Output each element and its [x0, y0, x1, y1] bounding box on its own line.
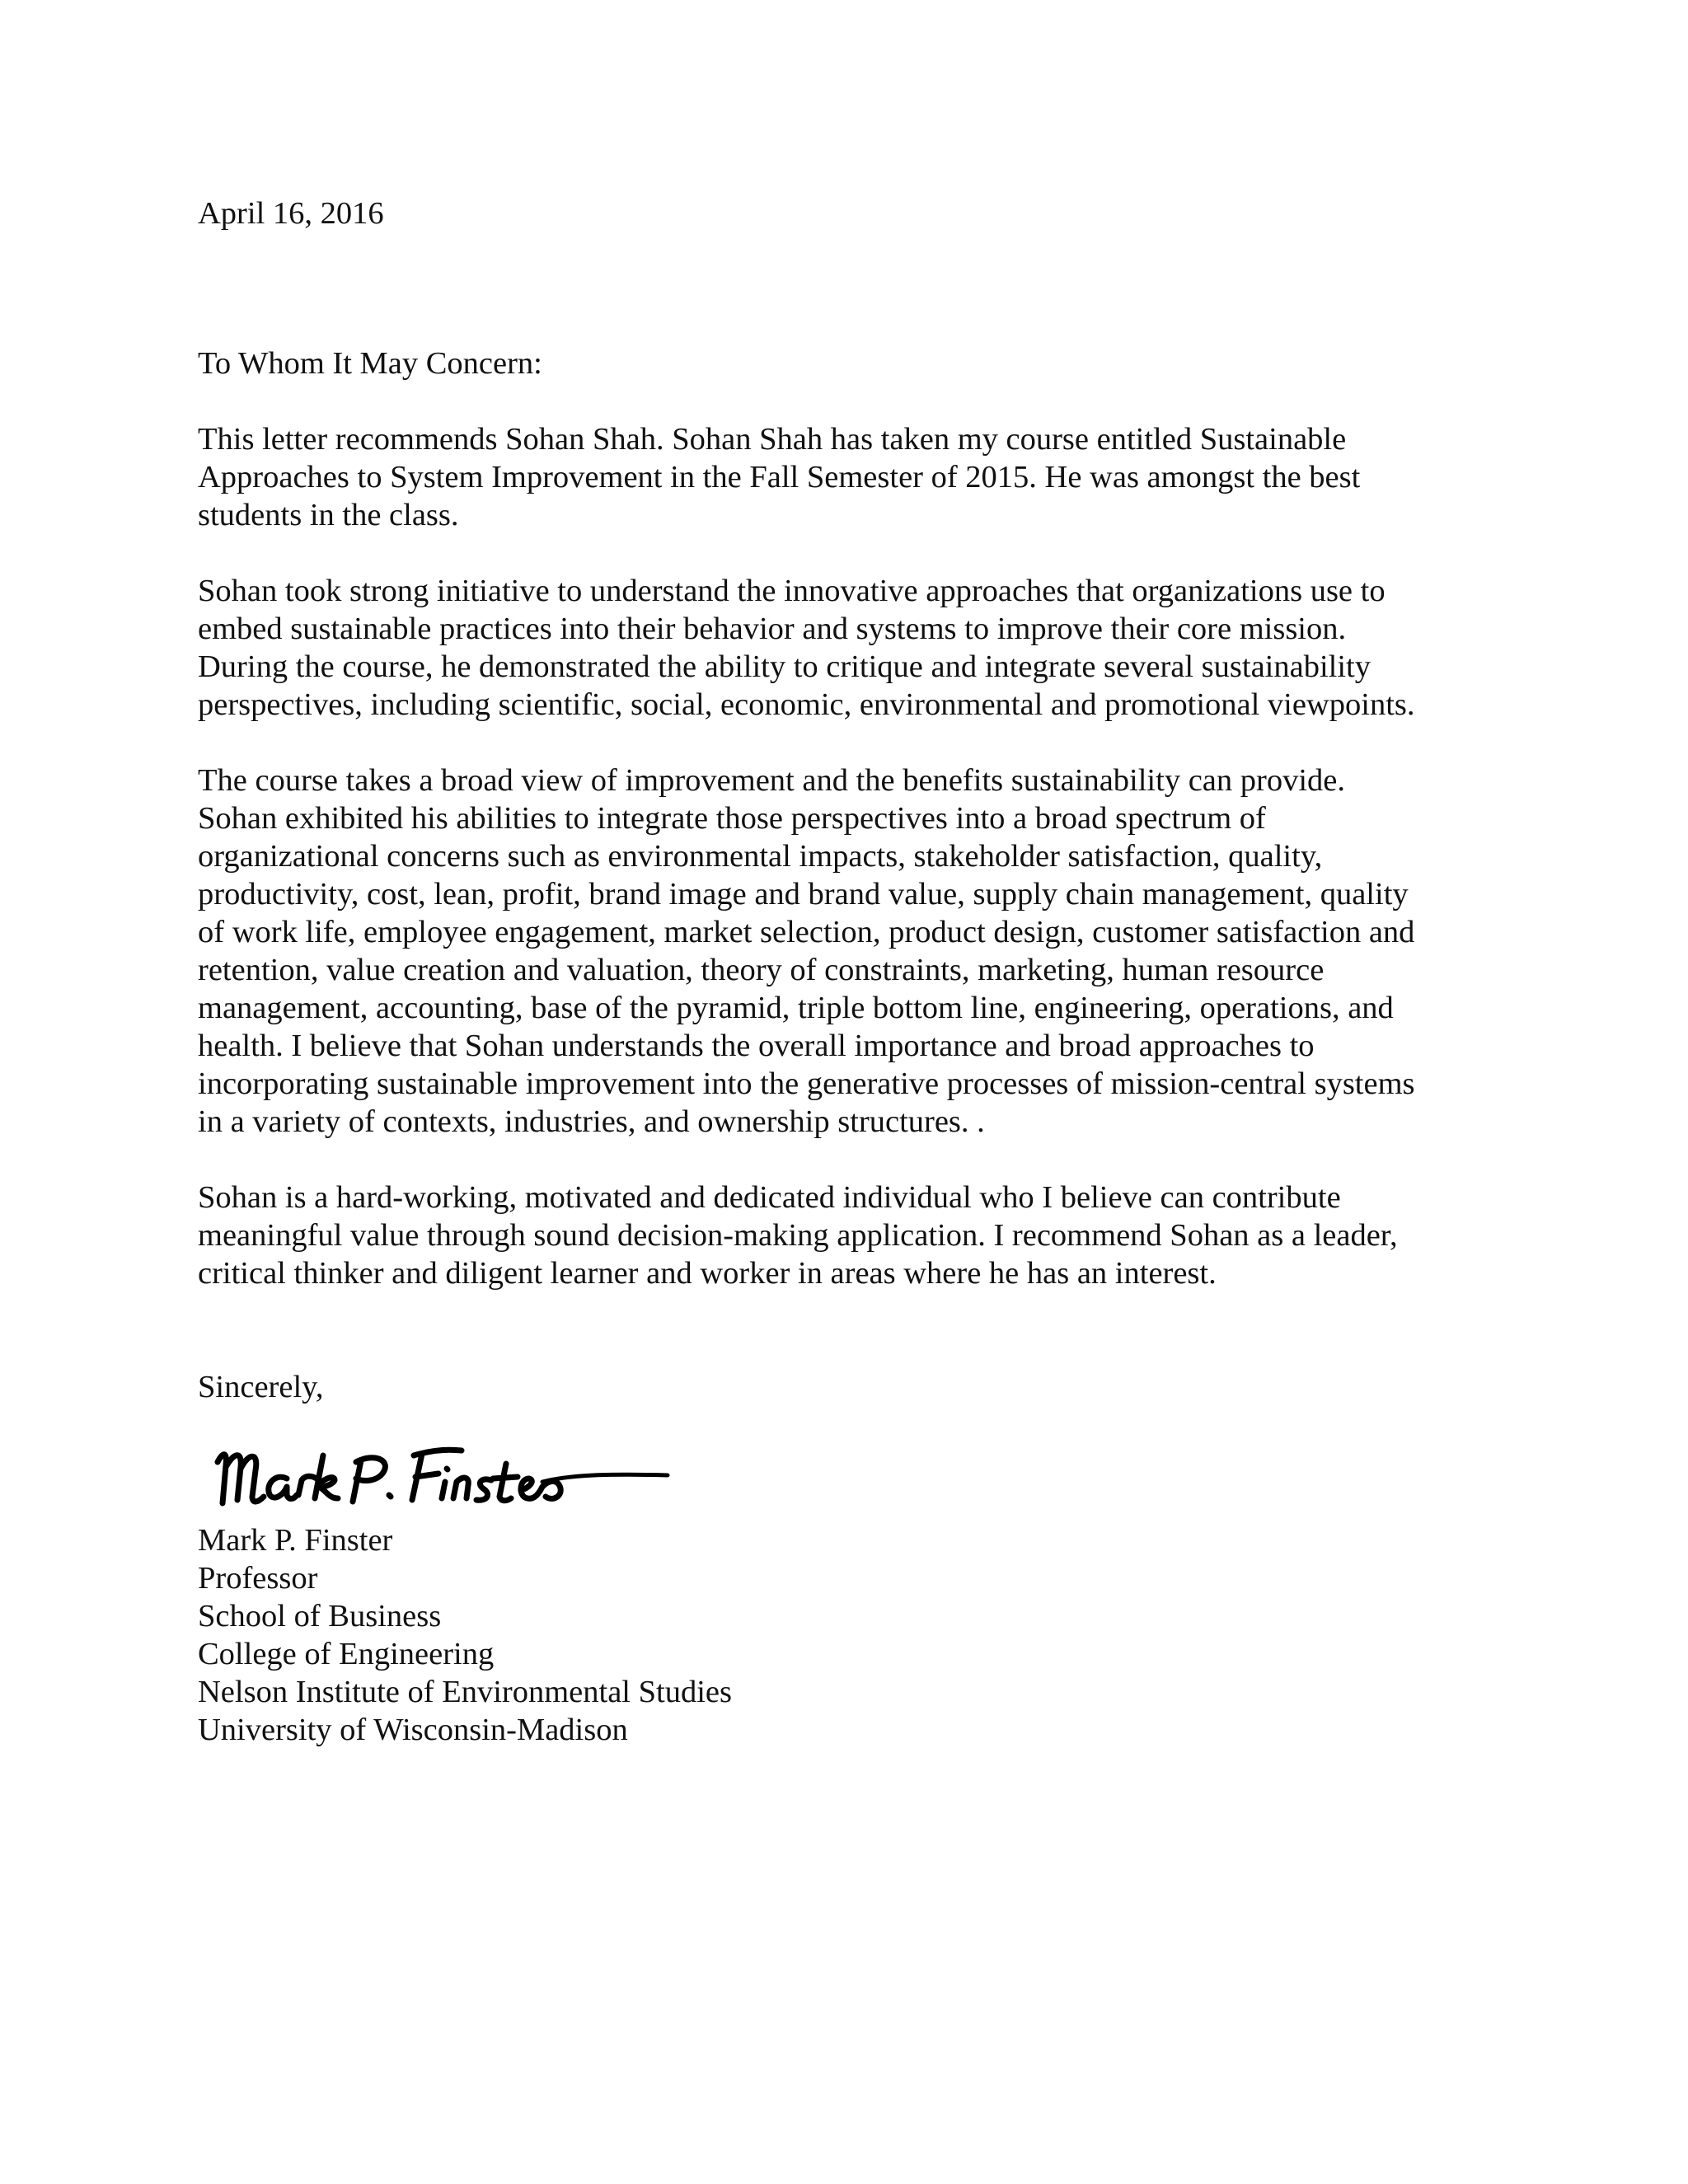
paragraph-line: Approaches to System Improvement in the Fall Semester of 2015. He was amongst the best — [198, 460, 1361, 494]
signatory-name: Mark P. Finster — [198, 1523, 393, 1558]
paragraph-line: Sohan is a hard-working, motivated and dedicated individual who I believe can contribute — [198, 1180, 1341, 1215]
paragraph-1 — [198, 420, 1484, 534]
paragraph-line: retention, value creation and valuation, theory of constraints, marketing, human resource — [198, 953, 1325, 987]
signatory-affiliation: Nelson Institute of Environmental Studies — [198, 1675, 732, 1709]
paragraph-line: This letter recommends Sohan Shah. Sohan Shah has taken my course entitled Sustainable — [198, 422, 1347, 457]
paragraph-line: in a variety of contexts, industries, and ownership structures. . — [198, 1104, 985, 1139]
signatory-affiliation: University of Wisconsin-Madison — [198, 1713, 628, 1747]
letter-date: April 16, 2016 — [198, 196, 384, 231]
paragraph-4 — [198, 1179, 1484, 1292]
paragraph-line: incorporating sustainable improvement into the generative processes of mission-central systems — [198, 1066, 1415, 1101]
signatory-affiliation: College of Engineering — [198, 1637, 495, 1671]
letter-closing: Sincerely, — [198, 1370, 324, 1404]
paragraph-line: of work life, employee engagement, market selection, product design, customer satisfaction and — [198, 915, 1415, 949]
paragraph-line: health. I believe that Sohan understands the overall importance and broad approaches to — [198, 1029, 1315, 1063]
paragraph-line: management, accounting, base of the pyramid, triple bottom line, engineering, operations, and — [198, 991, 1394, 1025]
paragraph-line: critical thinker and diligent learner and worker in areas where he has an interest. — [198, 1256, 1217, 1291]
signatory-affiliation: School of Business — [198, 1599, 442, 1633]
paragraph-line: Sohan took strong initiative to understand the innovative approaches that organizations use to — [198, 574, 1386, 608]
paragraph-line: The course takes a broad view of improvement and the benefits sustainability can provide. — [198, 763, 1345, 798]
letter-body — [198, 194, 1484, 1749]
signature-text: Mark P. Finster — [206, 1400, 401, 1435]
paragraph-line: perspectives, including scientific, social, economic, environmental and promotional viewpoints. — [198, 687, 1415, 722]
paragraph-3 — [198, 762, 1484, 1141]
paragraph-2 — [198, 572, 1484, 724]
paragraph-line: students in the class. — [198, 498, 459, 532]
paragraph-line: meaningful value through sound decision-making application. I recommend Sohan as a leader, — [198, 1218, 1398, 1253]
handwritten-signature — [206, 1400, 684, 1518]
paragraph-line: embed sustainable practices into their behavior and systems to improve their core mission. — [198, 612, 1347, 646]
paragraph-line: Sohan exhibited his abilities to integrate those perspectives into a broad spectrum of — [198, 801, 1266, 836]
paragraph-line: productivity, cost, lean, profit, brand image and brand value, supply chain management, quality — [198, 877, 1409, 912]
letter-salutation: To Whom It May Concern: — [198, 346, 542, 381]
signatory-title: Professor — [198, 1561, 318, 1596]
paragraph-line: organizational concerns such as environmental impacts, stakeholder satisfaction, quality, — [198, 839, 1323, 874]
paragraph-line: During the course, he demonstrated the ability to critique and integrate several sustainability — [198, 649, 1371, 684]
signature-block — [198, 1518, 1484, 1749]
